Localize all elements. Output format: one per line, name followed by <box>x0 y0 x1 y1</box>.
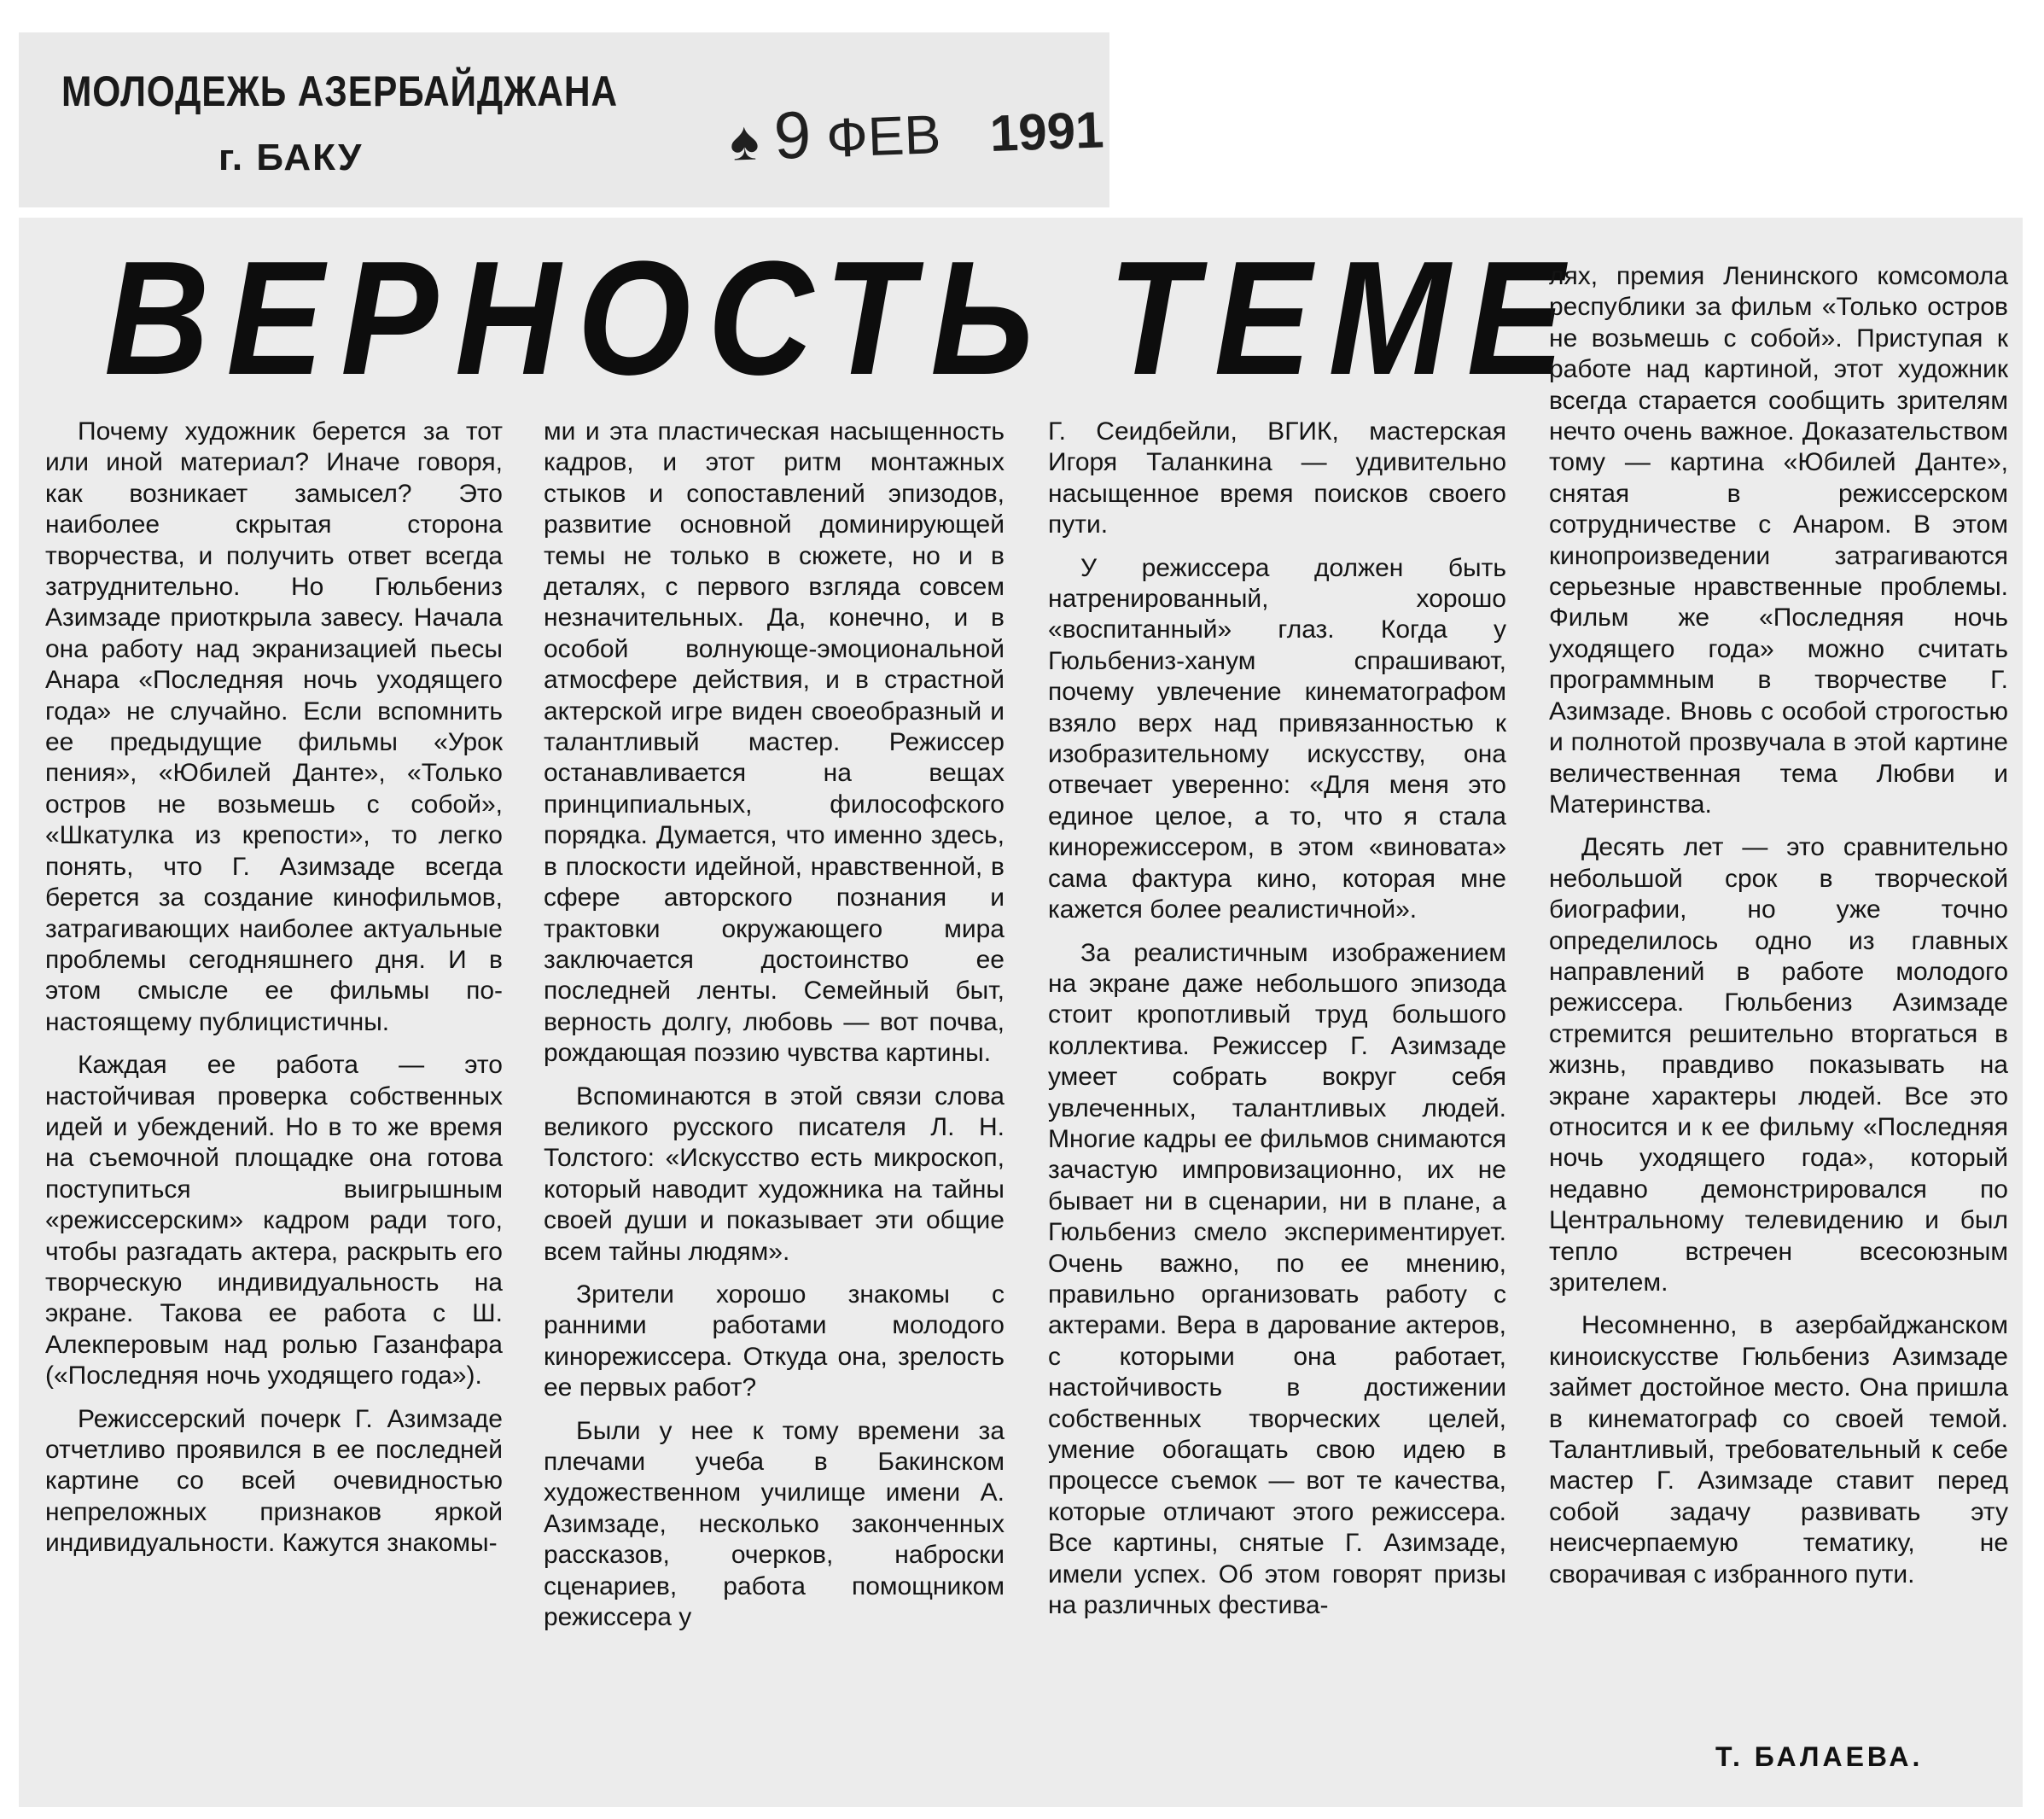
paragraph: ми и эта пластическая насыщенность кадров, и этот ритм монтажных стыков и сопоставлений эпизодов, развитие основной доминирующей темы не только в сюжете, но и в деталях, с первого взгляда совсем незначительных. Да, конечно, и в особой волнующе-эмоциональной атмосфере действия, и в страстной актерской игре виден своеобразный и талантливый мастер. Режиссер останавливается на вещах принципиальных, философского порядка. Думается, что именно здесь, в плоскости идейной, нравственной, в сфере авторского познания и трактовки окружающего мира заключается достоинство ее последней ленты. Семейный быт, верность долгу, любовь — вот почва, рождающая поэзию чувства картины. <box>544 417 1005 1068</box>
paragraph: Были у нее к тому времени за плечами учеба в Бакинском художественном училище имени А. Азимзаде, несколько законченных рассказов, очерков, наброски сценариев, работа помощником режиссера у <box>544 1416 1005 1632</box>
date-month: ФЕВ <box>824 103 942 169</box>
date-year: 1991 <box>988 101 1105 162</box>
city-stamp: г. БАКУ <box>218 137 364 178</box>
paragraph: Десять лет — это сравнительно небольшой срок в творческой биографии, но уже точно определилось одно из главных направлений в работе молодого режиссера. Гюльбениз Азимзаде стремится решительно вторгаться в жизнь, правдиво показывать на экране характеры людей. Все это относится и к ее фильму «Последняя ночь уходящего года», который недавно демонстрировался по Центральному телевидению и был тепло встречен всесоюзным зрителем. <box>1549 833 2008 1297</box>
article-column-2 <box>544 417 1005 1633</box>
date-stamp <box>729 85 1105 176</box>
article-headline: ВЕРНОСТЬ ТЕМЕ <box>104 228 1581 409</box>
paragraph: Почему художник берется за тот или иной материал? Иначе говоря, как возникает замысел? Это наиболее скрытая сторона творчества, и получить ответ всегда затруднительно. Но Гюльбениз Азимзаде приоткрыла завесу. Начала она работу над экранизацией пьесы Анара «Последняя ночь уходящего года» не случайно. Если вспомнить ее предыдущие фильмы «Урок пения», «Юбилей Данте», «Только остров не возьмешь с собой», «Шкатулка из крепости», то легко понять, что Г. Азимзаде всегда берется за создание кинофильмов, затрагивающих наиболее актуальные проблемы сегодняшнего дня. И в этом смысле ее фильмы по-настоящему публицистичны. <box>45 417 503 1036</box>
paragraph: Зрители хорошо знакомы с ранними работами молодого кинорежиссера. Откуда она, зрелость ее первых работ? <box>544 1280 1005 1402</box>
paragraph: Вспоминаются в этой связи слова великого русского писателя Л. Н. Толстого: «Искусство есть микроскоп, который наводит художника на тайны своей души и показывает эти общие всем тайны людям». <box>544 1081 1005 1266</box>
paragraph: Г. Сеидбейли, ВГИК, мастерская Игоря Таланкина — удивительно насыщенное время поисков своего пути. <box>1048 417 1506 539</box>
article-column-4 <box>1549 261 2008 1590</box>
date-day: 9 <box>772 96 812 173</box>
article-author: Т. БАЛАЕВА. <box>1715 1741 1924 1772</box>
article-column-3 <box>1048 417 1506 1621</box>
paragraph: Несомненно, в азербайджанском киноискусстве Гюльбениз Азимзаде займет достойное место. Она пришла в кинематограф со своей темой. Талантливый, требовательный к себе мастер Г. Азимзаде ставит перед собой задачу развивать эту неисчерпаемую тематику, не сворачивая с избранного пути. <box>1549 1311 2008 1589</box>
newspaper-name-stamp: МОЛОДЕЖЬ АЗЕРБАЙДЖАНА <box>61 67 618 115</box>
paragraph: За реалистичным изображением на экране даже небольшого эпизода стоит кропотливый труд большого коллектива. Режиссер Г. Азимзаде умеет собрать вокруг себя увлеченных, талантливых людей. Многие кадры ее фильмов снимаются зачастую импровизационно, их не бывает ни в сценарии, ни в плане, а Гюльбениз смело экспериментирует. Очень важно, по ее мнению, правильно организовать работу с актерами. Вера в дарование актеров, с которыми она работает, настойчивость в достижении собственных творческих целей, умение обогащать свою идею в процессе съемок — вот те качества, которые отличают этого режиссера. Все картины, снятые Г. Азимзаде, имели успех. Об этом говорят призы на различных фестива- <box>1048 938 1506 1620</box>
date-mark: ♠ <box>729 109 760 172</box>
paragraph: Каждая ее работа — это настойчивая проверка собственных идей и убеждений. Но в то же время на съемочной площадке она готова поступиться выигрышным «режиссерским» кадром ради того, чтобы разгадать актера, раскрыть его творческую индивидуальность на экране. Такова ее работа с Ш. Алекперовым над ролью Газанфара («Последняя ночь уходящего года»). <box>45 1051 503 1390</box>
article-column-1 <box>45 417 503 1560</box>
paragraph: У режиссера должен быть натренированный, хорошо «воспитанный» глаз. Когда у Гюльбениз-ханум спрашивают, почему увлечение кинематографом взяло верх над привязанностью к изобразительному искусству, она отвечает уверенно: «Для меня это единое целое, а то, что я стала кинорежиссером, в этом «виновата» сама фактура кино, которая мне кажется более реалистичной». <box>1048 553 1506 924</box>
paragraph: лях, премия Ленинского комсомола республики за фильм «Только остров не возьмешь с собой». Приступая к работе над картиной, этот художник всегда старается сообщить зрителям нечто очень важное. Доказательством тому — картина «Юбилей Данте», снятая в режиссерском сотрудничестве с Анаром. В этом кинопроизведении затрагиваются серьезные нравственные проблемы. Фильм же «Последняя ночь уходящего года» можно считать программным в творчестве Г. Азимзаде. Вновь с особой строгостью и полнотой прозвучала в этой картине величественная тема Любви и Материнства. <box>1549 262 2008 819</box>
paragraph: Режиссерский почерк Г. Азимзаде отчетливо проявился в ее последней картине со всей очевидностью непреложных признаков яркой индивидуальности. Кажутся знакомы- <box>45 1404 503 1558</box>
